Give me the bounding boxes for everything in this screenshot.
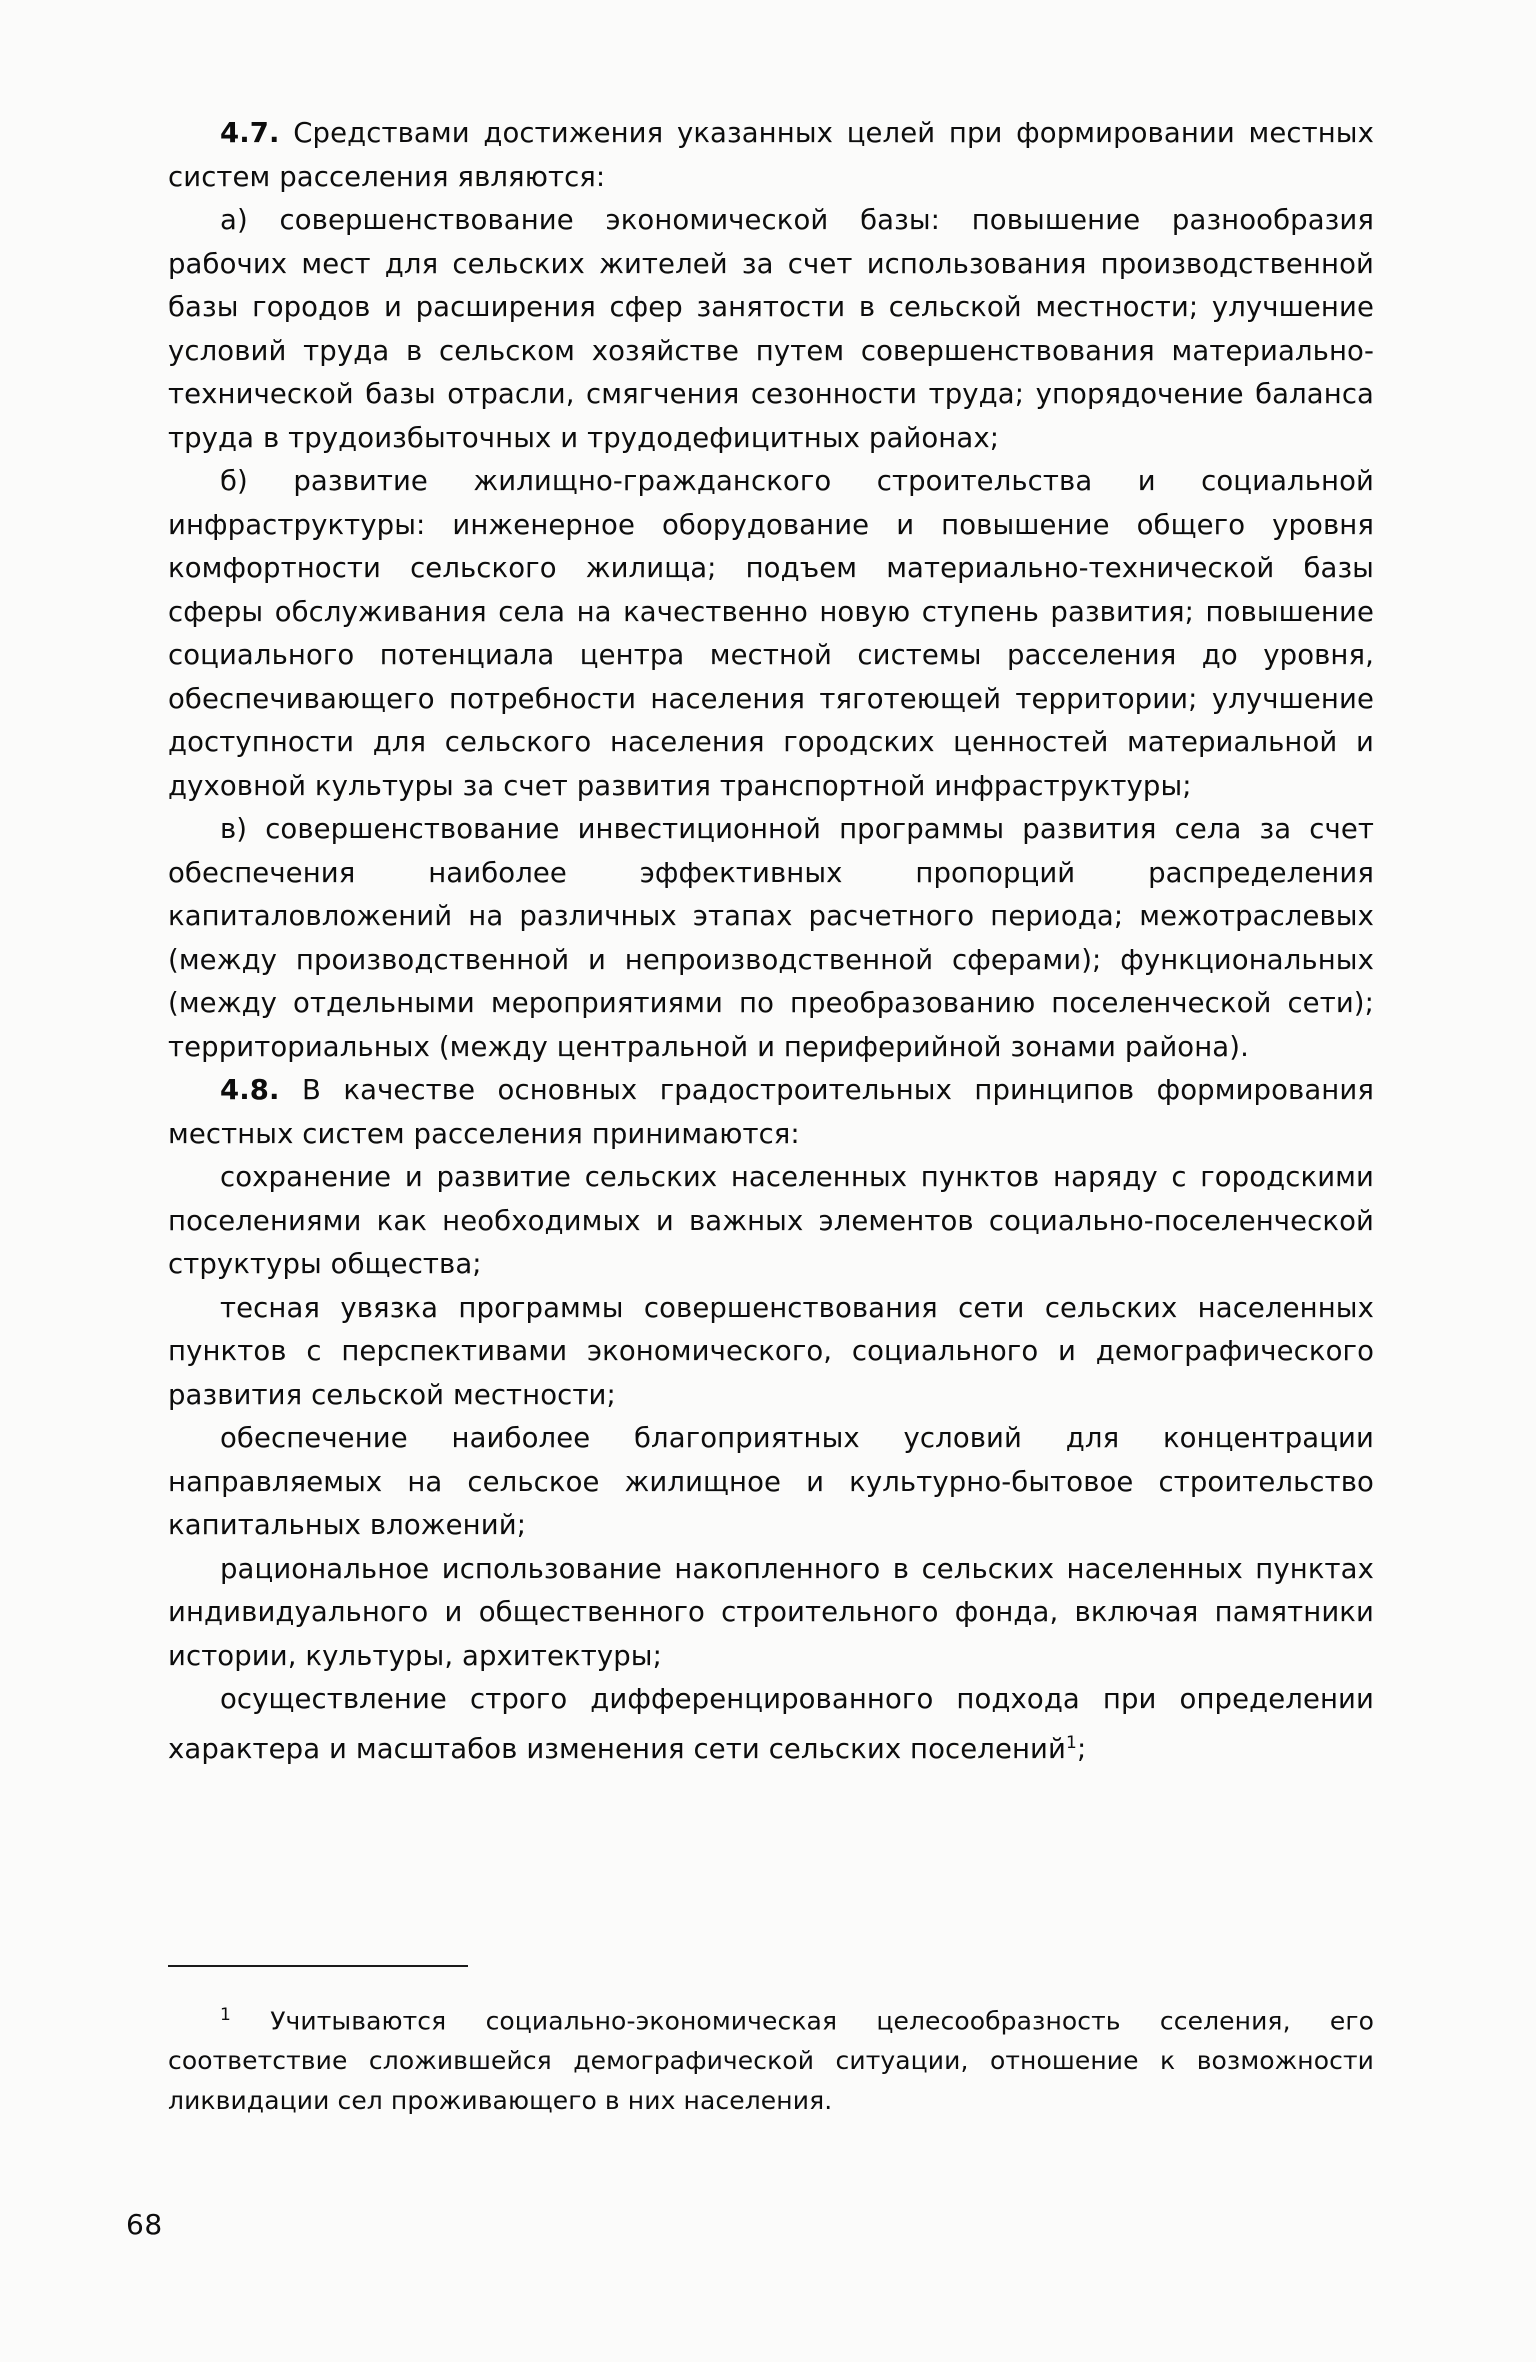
paragraph-b xyxy=(168,460,1374,808)
footnote-marker: 1 xyxy=(220,2005,231,2025)
footnote-reference-marker: 1 xyxy=(1066,1732,1077,1753)
paragraph-text-a: а) совершенствование экономической базы: повышение разнообразия рабочих мест для сельских жителей за счет использования производственной базы городов и расширения сфер занятости в сельской местности; улучшение условий труда в сельском хозяйстве путем совершенствования материально-технической базы отрасли, смягчения сезонности труда; упорядочение баланса труда в трудоизбыточных и трудодефицитных районах; xyxy=(168,204,1374,454)
paragraph-text-4-8: В качестве основных градостроительных принципов формирования местных систем расселения принимаются: xyxy=(168,1074,1374,1150)
paragraph-text-4-7: Средствами достижения указанных целей при формировании местных систем расселения являются: xyxy=(168,117,1374,193)
paragraph-text-principle-1: сохранение и развитие сельских населенных пунктов наряду с городскими поселениями как необходимых и важных элементов социально-поселенческой структуры общества; xyxy=(168,1161,1374,1280)
footnote-divider xyxy=(168,1965,468,1967)
paragraph-principle-3 xyxy=(168,1417,1374,1548)
paragraph-text-principle-2: тесная увязка программы совершенствования сети сельских населенных пунктов с перспективами экономического, социального и демографического развития сельской местности; xyxy=(168,1291,1374,1411)
paragraph-a xyxy=(168,199,1374,460)
paragraph-v xyxy=(168,808,1374,1069)
paragraph-number-4-8: 4.8. xyxy=(220,1074,280,1106)
paragraph-text-principle-4: рациональное использование накопленного в сельских населенных пунктах индивидуального и общественного строительного фонда, включая памятники истории, культуры, архитектуры; xyxy=(168,1552,1374,1672)
paragraph-4-8 xyxy=(168,1069,1374,1156)
paragraph-number-4-7: 4.7. xyxy=(220,117,280,149)
paragraph-text-principle-5: осуществление строго дифференцированного подхода при определении характера и масштабов изменения сети сельских поселений xyxy=(168,1683,1374,1765)
page-number: 68 xyxy=(126,2208,163,2241)
paragraph-4-7 xyxy=(168,112,1374,199)
paragraph-text-principle-3: обеспечение наиболее благоприятных условий для концентрации направляемых на сельское жилищное и культурно-бытовое строительство капитальных вложений; xyxy=(168,1422,1374,1541)
paragraph-principle-4 xyxy=(168,1548,1374,1679)
paragraph-principle-5 xyxy=(168,1678,1374,1771)
footnote-text xyxy=(168,1995,1374,2121)
paragraph-text-principle-5-tail: ; xyxy=(1076,1732,1087,1765)
paragraph-principle-2 xyxy=(168,1287,1374,1418)
paragraph-principle-1 xyxy=(168,1156,1374,1287)
footnote-body: Учитываются социально-экономическая целесообразность сселения, его соответствие сложившейся демографической ситуации, отношение к возможности ликвидации сел проживающего в них населения. xyxy=(168,2006,1374,2116)
paragraph-text-b: б) развитие жилищно-гражданского строительства и социальной инфраструктуры: инженерное оборудование и повышение общего уровня комфортности сельского жилища; подъем материально-технической базы сферы обслуживания села на качественно новую ступень развития; повышение социального потенциала центра местной системы расселения до уровня, обеспечивающего потребности населения тяготеющей территории; улучшение доступности для сельского населения городских ценностей материальной и духовной культуры за счет развития транспортной инфраструктуры; xyxy=(168,465,1374,802)
footnote-block xyxy=(168,1965,1374,2121)
paragraph-text-v: в) совершенствование инвестиционной программы развития села за счет обеспечения наиболее эффективных пропорций распределения капиталовложений на различных этапах расчетного периода; межотраслевых (между производственной и непроизводственной сферами); функциональных (между отдельными мероприятиями по преобразованию поселенческой сети); территориальных (между центральной и периферийной зонами района). xyxy=(168,813,1374,1063)
page-body xyxy=(168,112,1374,1771)
